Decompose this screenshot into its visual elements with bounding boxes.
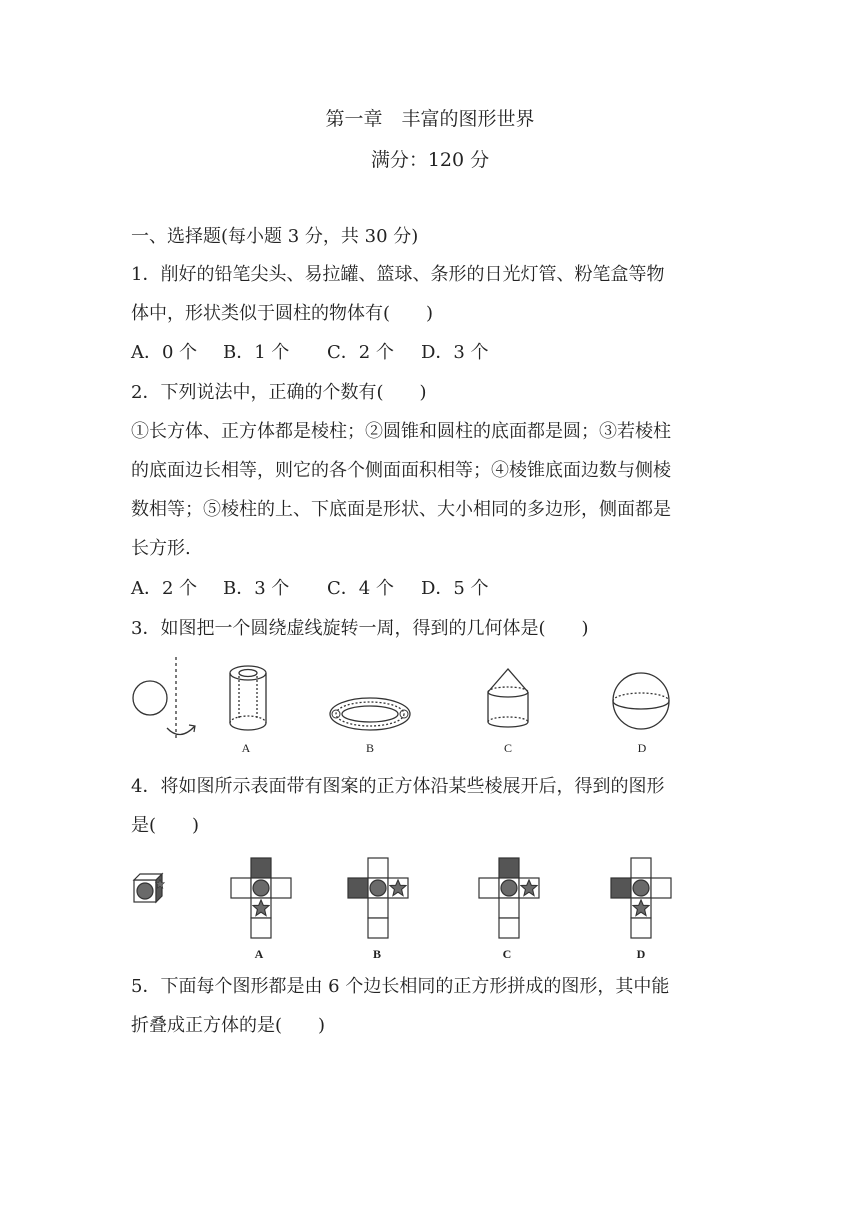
q4-net-option-c: [479, 858, 539, 938]
q2-option-d: D．5 个: [421, 578, 489, 599]
q2-option-b: B．3 个: [223, 578, 290, 599]
q3-label-b: B: [365, 741, 375, 755]
full-score: 满分：120 分: [370, 149, 490, 171]
q3-option-a-hollow-cylinder: [230, 666, 266, 730]
q1-line-1: 1．削好的铅笔尖头、易拉罐、篮球、条形的日光灯管、粉笔盒等物: [131, 264, 665, 285]
q2-line-1: 2．下列说法中，正确的个数有( ): [131, 382, 427, 403]
q1-option-d: D．3 个: [421, 342, 489, 363]
q2-line-3: 的底面边长相等，则它的各个侧面面积相等；④棱锥底面边数与侧棱: [131, 460, 671, 481]
q3-label-c: C: [503, 741, 513, 755]
q4-patterned-cube: [134, 874, 165, 902]
q4-label-b: B: [372, 947, 382, 961]
q4-figure: [134, 858, 671, 938]
q3-label-a: A: [241, 741, 251, 755]
q5-line-2: 折叠成正方体的是( ): [131, 1015, 326, 1036]
q3-option-b-torus: [330, 698, 410, 730]
q1-option-c: C．2 个: [327, 342, 394, 363]
page-title: 第一章 丰富的图形世界: [325, 108, 535, 130]
q2-line-5: 长方形.: [131, 538, 191, 559]
q4-label-d: D: [636, 947, 646, 961]
q2-option-a: A．2 个: [131, 578, 198, 599]
q3-figure: [133, 657, 669, 740]
q4-net-option-a: [231, 858, 291, 938]
q4-net-option-b: [348, 858, 408, 938]
q4-label-c: C: [502, 947, 512, 961]
q4-label-a: A: [254, 947, 264, 961]
q4-line-2: 是( ): [131, 815, 200, 836]
q3-circle-shape: [133, 681, 167, 715]
q4-net-option-d: [611, 858, 671, 938]
q1-option-b: B．1 个: [223, 342, 290, 363]
q5-line-1: 5．下面每个图形都是由 6 个边长相同的正方形拼成的图形，其中能: [131, 976, 670, 997]
q3-option-d-sphere: [613, 673, 669, 729]
q2-line-4: 数相等；⑤棱柱的上、下底面是形状、大小相同的多边形，侧面都是: [131, 499, 671, 520]
q3-option-c-cone-cylinder: [488, 669, 528, 727]
q1-option-a: A．0 个: [131, 342, 198, 363]
q3-label-d: D: [637, 741, 647, 755]
q1-line-2: 体中，形状类似于圆柱的物体有( ): [131, 303, 434, 324]
q2-line-2: ①长方体、正方体都是棱柱；②圆锥和圆柱的底面都是圆；③若棱柱: [131, 421, 671, 442]
q4-line-1: 4．将如图所示表面带有图案的正方体沿某些棱展开后，得到的图形: [131, 776, 665, 797]
q2-option-c: C．4 个: [327, 578, 394, 599]
q3-line-1: 3．如图把一个圆绕虚线旋转一周，得到的几何体是( ): [131, 618, 589, 639]
section-heading: 一、选择题(每小题 3 分，共 30 分): [131, 226, 419, 247]
q3-rotation-arrow-icon: [167, 726, 195, 735]
